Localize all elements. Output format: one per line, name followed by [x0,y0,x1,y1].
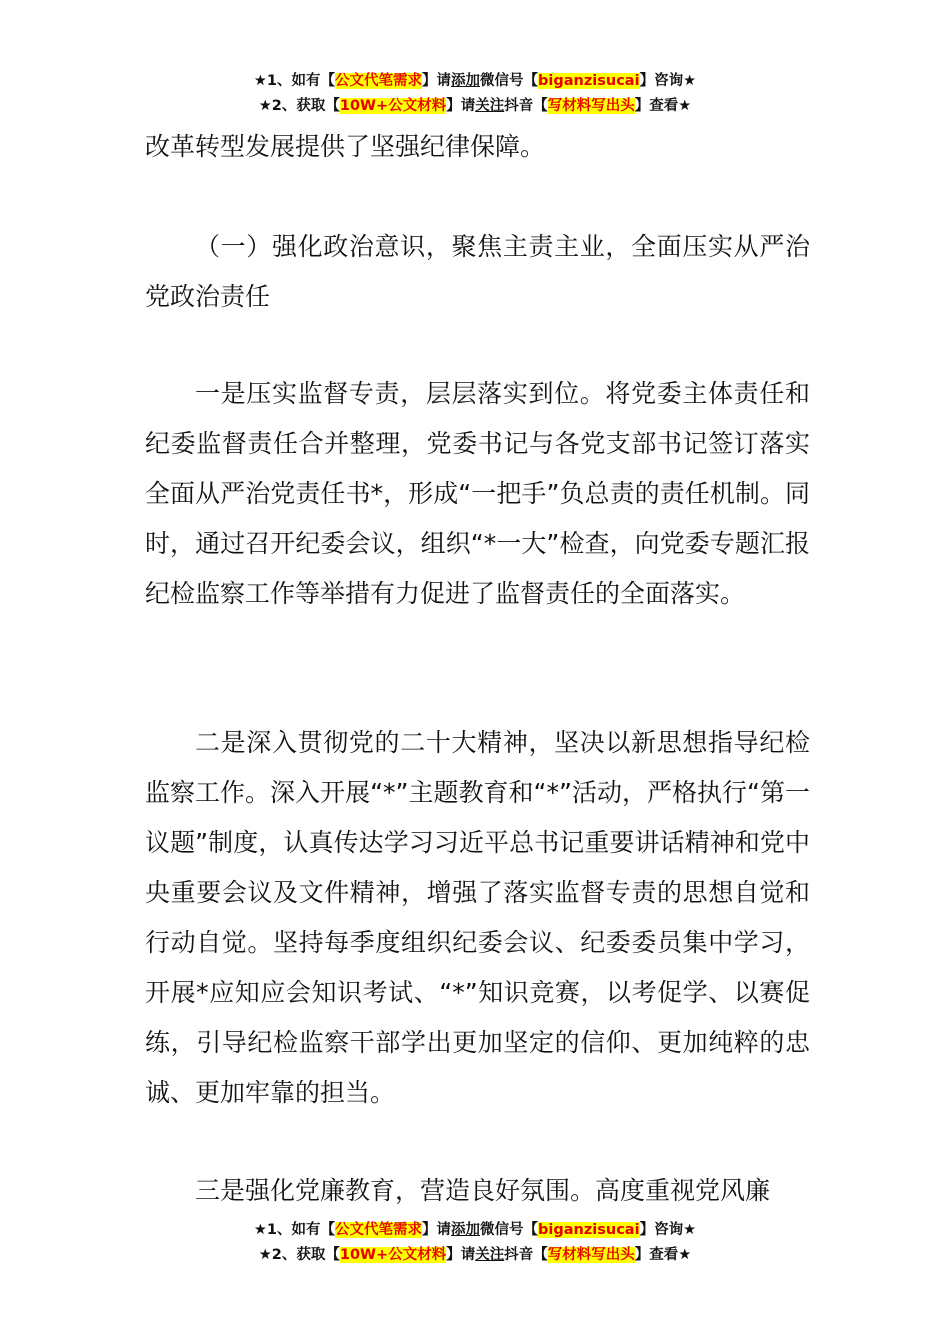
banner-text: ★1、如有【 [253,1222,336,1238]
banner-text: 】请 [446,1247,476,1263]
banner-line-1 [0,69,950,94]
banner-highlight: 公文代笔需求 [335,1222,423,1238]
footer-banner [0,1218,950,1268]
banner-text: 】查看★ [634,1247,692,1263]
banner-text: 】请 [446,98,476,114]
banner-underlined-text: 添加 [451,73,481,89]
banner-line-2 [0,94,950,119]
banner-underlined-text: 关注 [475,98,505,114]
banner-text: ★1、如有【 [253,73,336,89]
banner-text: ★2、获取【 [258,1247,340,1263]
paragraph-3: 三是强化党廉教育，营造良好氛围。高度重视党风廉 [195,1176,771,1205]
paragraph-1: 一是压实监督专责，层层落实到位。将党委主体责任和纪委监督责任合并整理，党委书记与各党支部书记签订落实全面从严治党责任书*，形成“一把手”负总责的责任机制。同时，通过召开纪委会议，组织“*一大”检查，向党委专题汇报纪检监察工作等举措有力促进了监督责任的全面落实。 [145,379,810,608]
paragraph-continuation: 改革转型发展提供了坚强纪律保障。 [145,132,546,161]
banner-highlight: 10W+公文材料 [339,98,447,114]
header-banner [0,69,950,119]
banner-highlight: 写材料写出头 [547,98,635,114]
banner-text: 微信号【 [480,73,539,89]
banner-text: 抖音【 [504,1247,548,1263]
banner-text: 】咨询★ [639,1222,697,1238]
banner-line-2 [0,1243,950,1268]
banner-text: 】查看★ [634,98,692,114]
banner-text: 】请 [422,1222,452,1238]
section-heading: （一）强化政治意识，聚焦主责主业，全面压实从严治党政治责任 [145,232,810,311]
banner-text: 】请 [422,73,452,89]
banner-text: 微信号【 [480,1222,539,1238]
banner-highlight: 写材料写出头 [547,1247,635,1263]
banner-highlight: biganzisucai [538,73,640,89]
banner-line-1 [0,1218,950,1243]
banner-text: ★2、获取【 [258,98,340,114]
banner-highlight: 公文代笔需求 [335,73,423,89]
banner-highlight: 10W+公文材料 [339,1247,447,1263]
banner-underlined-text: 添加 [451,1222,481,1238]
banner-underlined-text: 关注 [475,1247,505,1263]
banner-text: 抖音【 [504,98,548,114]
banner-text: 】咨询★ [639,73,697,89]
paragraph-2: 二是深入贯彻党的二十大精神，坚决以新思想指导纪检监察工作。深入开展“*”主题教育和“*”活动，严格执行“第一议题”制度，认真传达学习习近平总书记重要讲话精神和党中央重要会议及文件精神，增强了落实监督专责的思想自觉和行动自觉。坚持每季度组织纪委会议、纪委委员集中学习，开展*应知应会知识考试、“*”知识竞赛，以考促学、以赛促练，引导纪检监察干部学出更加坚定的信仰、更加纯粹的忠诚、更加牢靠的担当。 [145,728,810,1107]
banner-highlight: biganzisucai [538,1222,640,1238]
